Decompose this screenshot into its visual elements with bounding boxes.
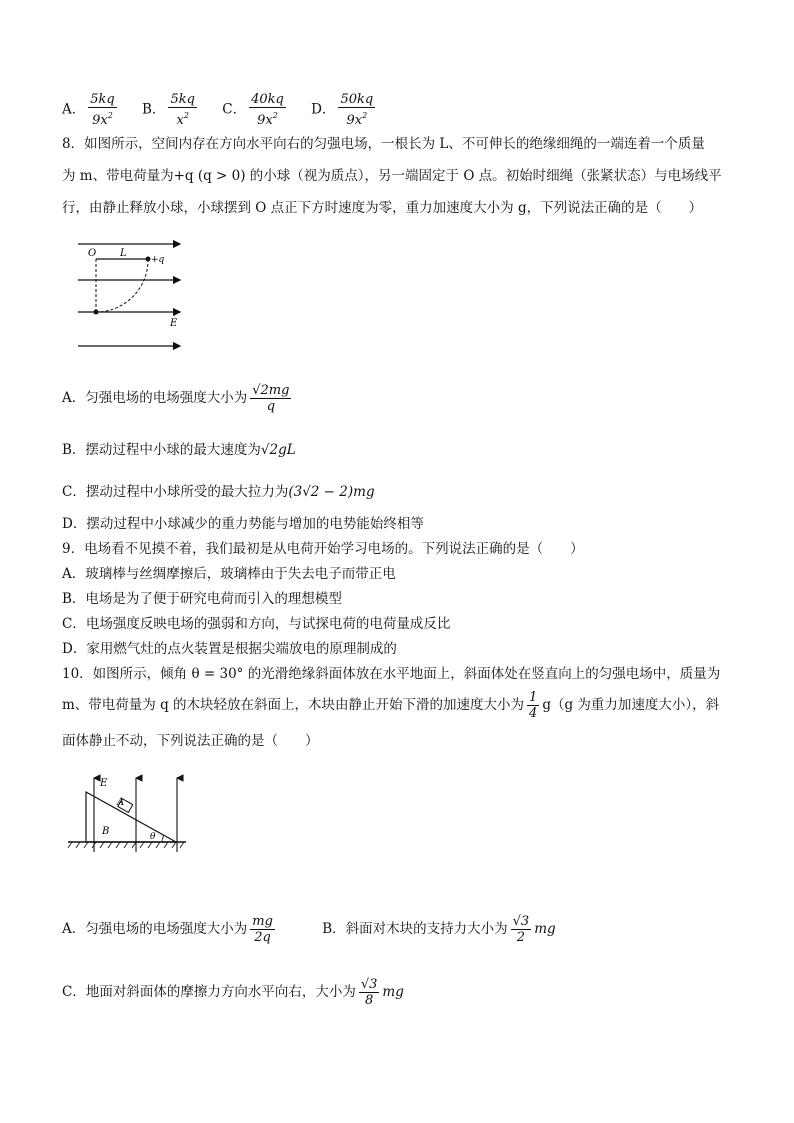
q10-option-b[interactable]: B．斜面对木块的支持力大小为 $\frac{√3}{2}$ mg	[322, 914, 556, 945]
angle-arc	[162, 835, 164, 842]
q7-option-d[interactable]: D． $\frac{50kq}{9x^2}$	[311, 92, 374, 128]
q8-option-a[interactable]: A．匀强电场的电场强度大小为 $\frac{√2mg}{q}$	[62, 383, 290, 414]
label-A: A	[117, 797, 125, 808]
q7-option-b[interactable]: B． $\frac{5kq}{x^2}$	[142, 92, 195, 128]
q7-option-c[interactable]: C． $\frac{40kq}{9x^2}$	[222, 92, 284, 128]
label-E: E	[100, 778, 108, 789]
q9-stem: 9．电场看不见摸不着，我们最初是从电荷开始学习电场的。下列说法正确的是（ ）	[62, 541, 584, 557]
ball-start	[146, 257, 151, 262]
q8-stem-line1: 8．如图所示，空间内存在方向水平向右的匀强电场，一根长为 L、不可伸长的绝缘细绳的一端连着一个质量	[62, 136, 705, 152]
swing-arc	[96, 259, 148, 312]
label-L: L	[120, 248, 127, 259]
q7-options	[62, 92, 396, 128]
label-E: E	[170, 318, 178, 329]
q10-option-c[interactable]: C．地面对斜面体的摩擦力方向水平向右，大小为 $\frac{√3}{8}$ mg	[62, 977, 404, 1008]
label-B: B	[102, 826, 110, 837]
q8-option-c[interactable]: C．摆动过程中小球所受的最大拉力为(3√2 − 2)mg	[62, 484, 375, 500]
label-theta: θ	[150, 832, 156, 842]
q10-stem-line1: 10．如图所示，倾角 θ = 30° 的光滑绝缘斜面体放在水平地面上，斜面体处在竖直向上的匀强电场中，质量为	[62, 666, 721, 682]
q8-stem-line3: 行，由静止释放小球，小球摆到 O 点正下方时速度为零，重力加速度大小为 g，下列说法正确的是（ ）	[62, 200, 703, 216]
q8-figure	[72, 232, 192, 356]
q10-option-a[interactable]: A．匀强电场的电场强度大小为 $\frac{mg}{2q}$	[62, 914, 273, 945]
ball-end	[94, 310, 99, 315]
label-q: +q	[151, 255, 165, 265]
field-lines-vertical	[94, 778, 177, 852]
q9-option-b[interactable]: B．电场是为了便于研究电荷而引入的理想模型	[62, 591, 342, 607]
label-O: O	[88, 248, 97, 259]
q10-options-ab	[62, 914, 574, 945]
q10-stem-line2: m、带电荷量为 q 的木块轻放在斜面上，木块由静止开始下滑的加速度大小为 $\frac{1}{4}$ g（g 为重力加速度大小），斜	[62, 690, 720, 721]
q7-option-a[interactable]: A． $\frac{5kq}{9x^2}$	[62, 92, 115, 128]
q10-stem-line3: 面体静止不动，下列说法正确的是（ ）	[62, 733, 319, 749]
q8-stem-line2: 为 m、带电荷量为+q (q > 0) 的小球（视为质点），另一端固定于 O 点。初始时细绳（张紧状态）与电场线平	[62, 168, 722, 184]
incline	[86, 792, 176, 842]
q10-figure	[66, 772, 188, 860]
q9-option-c[interactable]: C．电场强度反映电场的强弱和方向，与试探电荷的电荷量成反比	[62, 616, 451, 632]
q8-option-d[interactable]: D．摆动过程中小球减少的重力势能与增加的电势能始终相等	[62, 516, 424, 532]
q8-option-b[interactable]: B．摆动过程中小球的最大速度为√2gL	[62, 442, 296, 458]
q9-option-d[interactable]: D．家用燃气灶的点火装置是根据尖端放电的原理制成的	[62, 641, 397, 657]
q9-option-a[interactable]: A．玻璃棒与丝绸摩擦后，玻璃棒由于失去电子而带正电	[62, 566, 396, 582]
ground-hatching	[68, 842, 184, 848]
